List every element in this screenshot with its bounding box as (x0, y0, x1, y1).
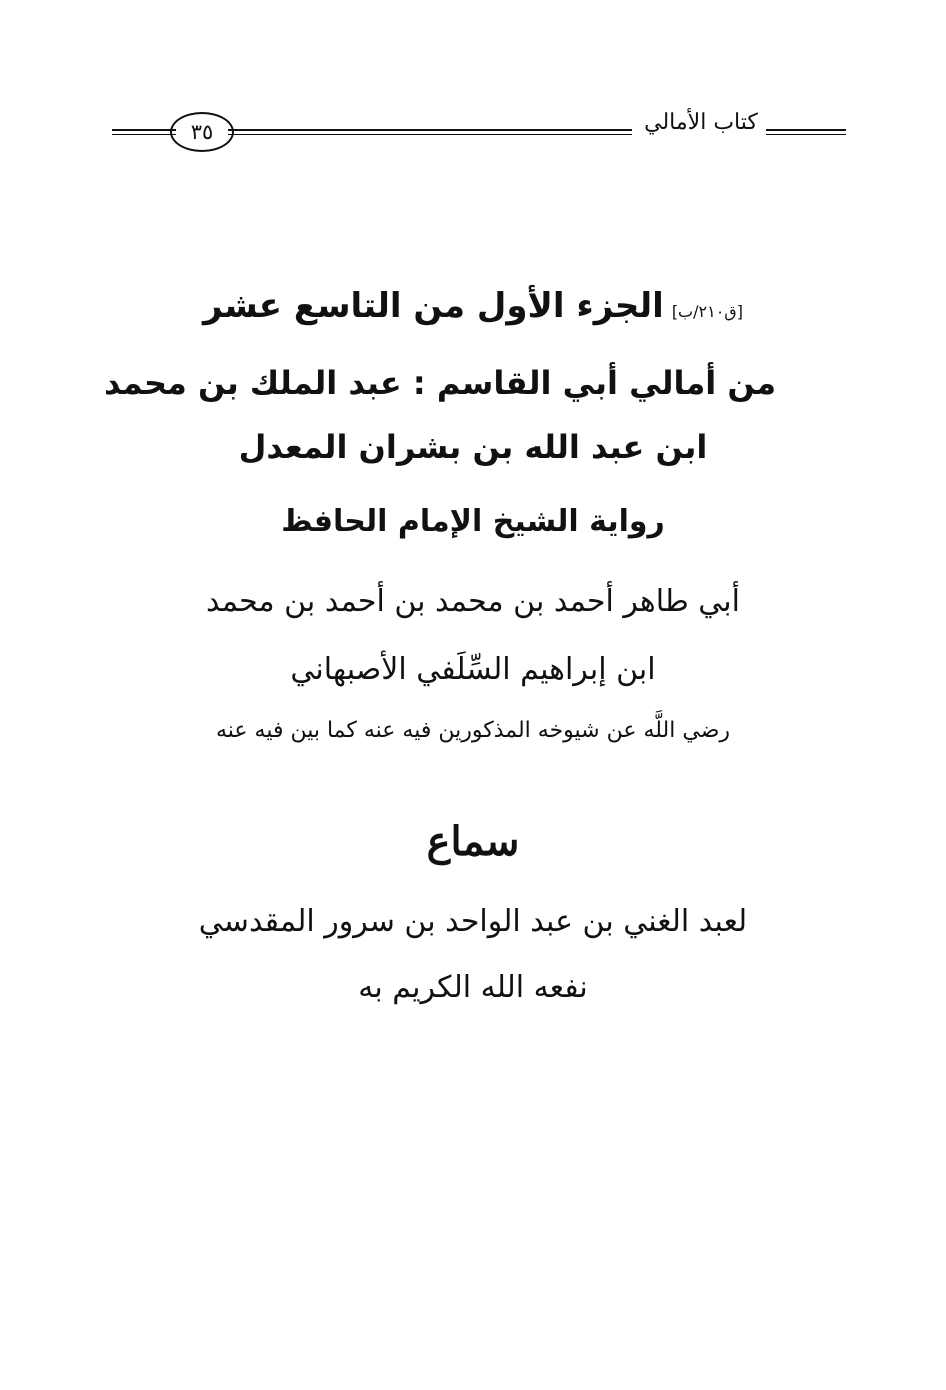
part-title: الجزء الأول من التاسع عشر (203, 286, 664, 326)
folio-reference: [ق٢١٠/ب] (671, 302, 743, 321)
samaa-line-2: نفعه الله الكريم به (358, 970, 588, 1005)
samaa-line-1: لعبد الغني بن عبد الواحد بن سرور المقدسي (198, 904, 748, 939)
narrator-line-1: أبي طاهر أحمد بن محمد بن أحمد بن محمد (206, 584, 740, 619)
author-line-1: من أمالي أبي القاسم : عبد الملك بن محمد (104, 364, 776, 402)
narration-heading: رواية الشيخ الإمام الحافظ (281, 504, 665, 539)
header-rule-middle (228, 129, 632, 135)
header-rule-left (112, 129, 176, 135)
invocation-line: رضي اللَّه عن شيوخه المذكورين فيه عنه كما بين فيه عنه (215, 718, 730, 743)
book-title: كتاب الأمالي (644, 110, 758, 135)
samaa-heading: سماع (426, 818, 520, 865)
author-line-2: ابن عبد الله بن بشران المعدل (238, 428, 708, 466)
narrator-line-2: ابن إبراهيم السِّلَفي الأصبهاني (290, 652, 656, 687)
running-header (0, 96, 946, 156)
page-number: ٣٥ (170, 112, 234, 152)
part-title-line (170, 286, 776, 326)
header-rule-right (766, 129, 846, 135)
